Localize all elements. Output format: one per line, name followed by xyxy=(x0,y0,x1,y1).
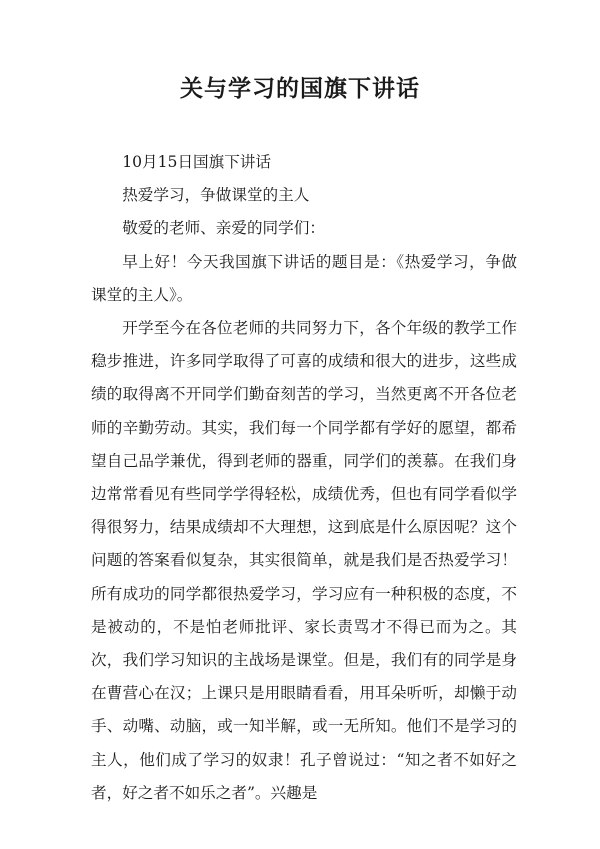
paragraph-greeting: 早上好！今天我国旗下讲话的题目是：《热爱学习，争做课堂的主人》。 xyxy=(91,252,517,304)
document-title: 关与学习的国旗下讲话 xyxy=(180,75,420,102)
paragraph-date: 10月15日国旗下讲话 xyxy=(122,153,272,171)
paragraph-salutation: 敬爱的老师、亲爱的同学们： xyxy=(122,219,325,238)
paragraph-main: 开学至今在各位老师的共同努力下，各个年级的教学工作稳步推进，许多同学取得了可喜的成绩和很大的进步，这些成绩的取得离不开同学们勤奋刻苦的学习，当然更离不开各位老师的辛勤劳动。其实，我们每一个同学都有学好的愿望，都希望自己品学兼优，得到老师的器重，同学们的羡慕。在我们身边常常看见有些同学学得轻松，成绩优秀，但也有同学看似学得很努力，结果成绩却不大理想，这到底是什么原因呢？这个问题的答案看似复杂，其实很简单，就是我们是否热爱学习！所有成功的同学都很热爱学习，学习应有一种积极的态度，不是被动的，不是怕老师批评、家长责骂才不得已而为之。其次，我们学习知识的主战场是课堂。但是，我们有的同学是身在曹营心在汉；上课只是用眼睛看看，用耳朵听听，却懒于动手、动嘴、动脑，或一知半解，或一无所知。他们不是学习的主人，他们成了学习的奴隶！孔子曾说过：“知之者不如好之者，好之者不如乐之者”。兴趣是 xyxy=(91,319,517,802)
document-body xyxy=(91,146,517,810)
paragraph-subtitle: 热爱学习，争做课堂的主人 xyxy=(122,186,310,205)
